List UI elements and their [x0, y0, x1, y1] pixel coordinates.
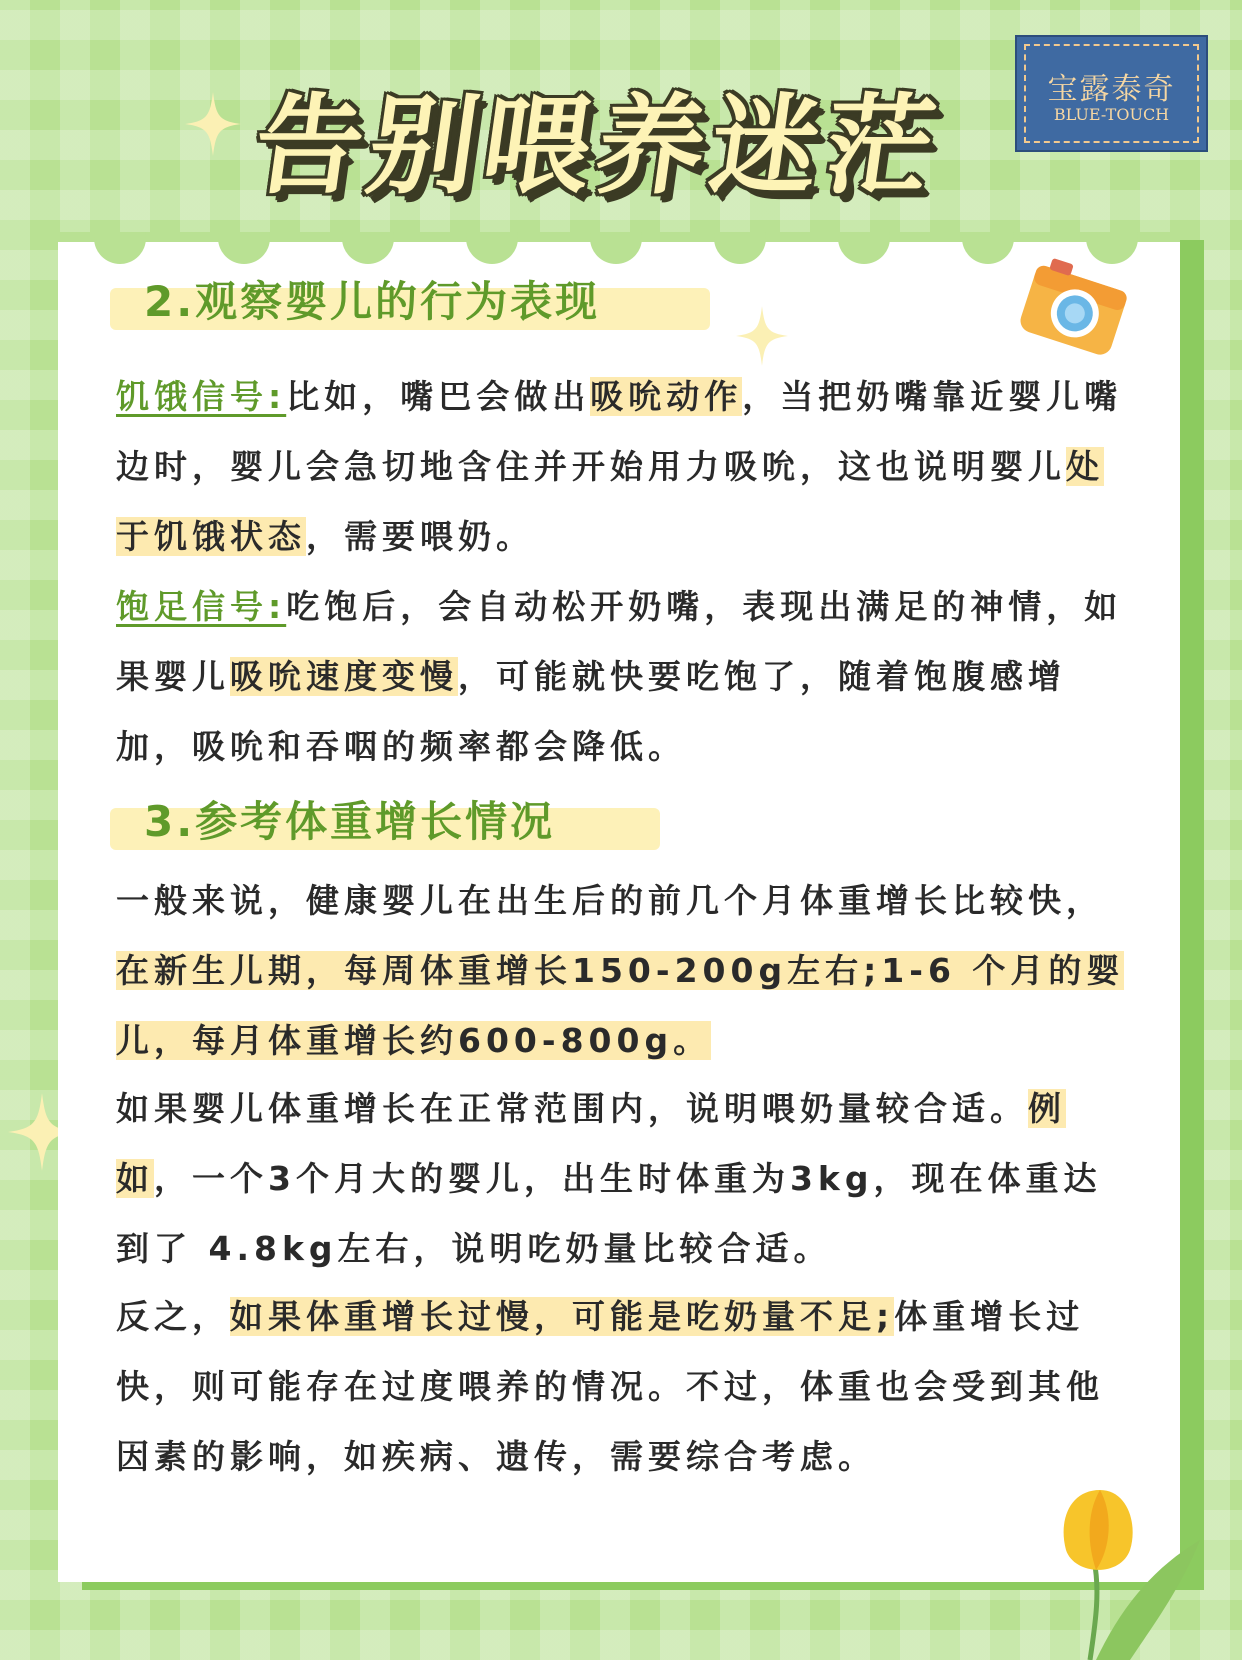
brand-name-en: BLUE-TOUCH — [1053, 105, 1170, 124]
weight-paragraph-3: 反之，如果体重增长过慢，可能是吃奶量不足;体重增长过快，则可能存在过度喂养的情况。不过，体重也会受到其他因素的影响，如疾病、遗传，需要综合考虑。 — [116, 1297, 1104, 1476]
hunger-signal-paragraph: 饥饿信号:比如，嘴巴会做出吸吮动作，当把奶嘴靠近婴儿嘴边时，婴儿会急切地含住并开始用力吸吮，这也说明婴儿处于饥饿状态，需要喂奶。 — [116, 377, 1123, 556]
highlight-text: 如果体重增长过慢，可能是吃奶量不足; — [230, 1297, 895, 1336]
page-title: 告别喂养迷茫 — [246, 84, 948, 209]
camera-icon — [1006, 254, 1136, 364]
section-heading-3: 3.参考体重增长情况 — [144, 797, 556, 846]
brand-logo — [1015, 35, 1208, 152]
content-card — [58, 232, 1180, 1582]
weight-paragraph-2: 如果婴儿体重增长在正常范围内，说明喂奶量较合适。例如，一个3个月大的婴儿，出生时体重为3kg，现在体重达到了 4.8kg左右，说明吃奶量比较合适。 — [116, 1089, 1102, 1268]
highlight-text: 在新生儿期，每周体重增长150-200g左右;1-6 个月的婴儿，每月体重增长约600-800g。 — [116, 951, 1125, 1060]
sparkle-icon — [185, 92, 241, 156]
hunger-signal-label: 饥饿信号: — [116, 377, 287, 416]
full-signal-paragraph: 饱足信号:吃饱后，会自动松开奶嘴，表现出满足的神情，如果婴儿吸吮速度变慢，可能就快要吃饱了，随着饱腹感增加，吸吮和吞咽的频率都会降低。 — [116, 587, 1123, 766]
brand-name-cn: 宝露泰奇 — [1047, 72, 1176, 107]
highlight-text: 处于饥饿状态 — [116, 447, 1104, 556]
section-heading-2: 2.观察婴儿的行为表现 — [144, 277, 601, 326]
highlight-text: 例如 — [116, 1089, 1066, 1198]
weight-paragraph-1: 一般来说，健康婴儿在出生后的前几个月体重增长比较快，在新生儿期，每周体重增长150-200g左右;1-6 个月的婴儿，每月体重增长约600-800g。 — [116, 881, 1125, 1060]
sparkle-icon — [736, 304, 788, 368]
full-signal-label: 饱足信号: — [116, 587, 287, 626]
highlight-text: 吸吮动作 — [590, 377, 743, 416]
tulip-icon — [1030, 1470, 1242, 1660]
highlight-text: 吸吮速度变慢 — [230, 657, 458, 696]
